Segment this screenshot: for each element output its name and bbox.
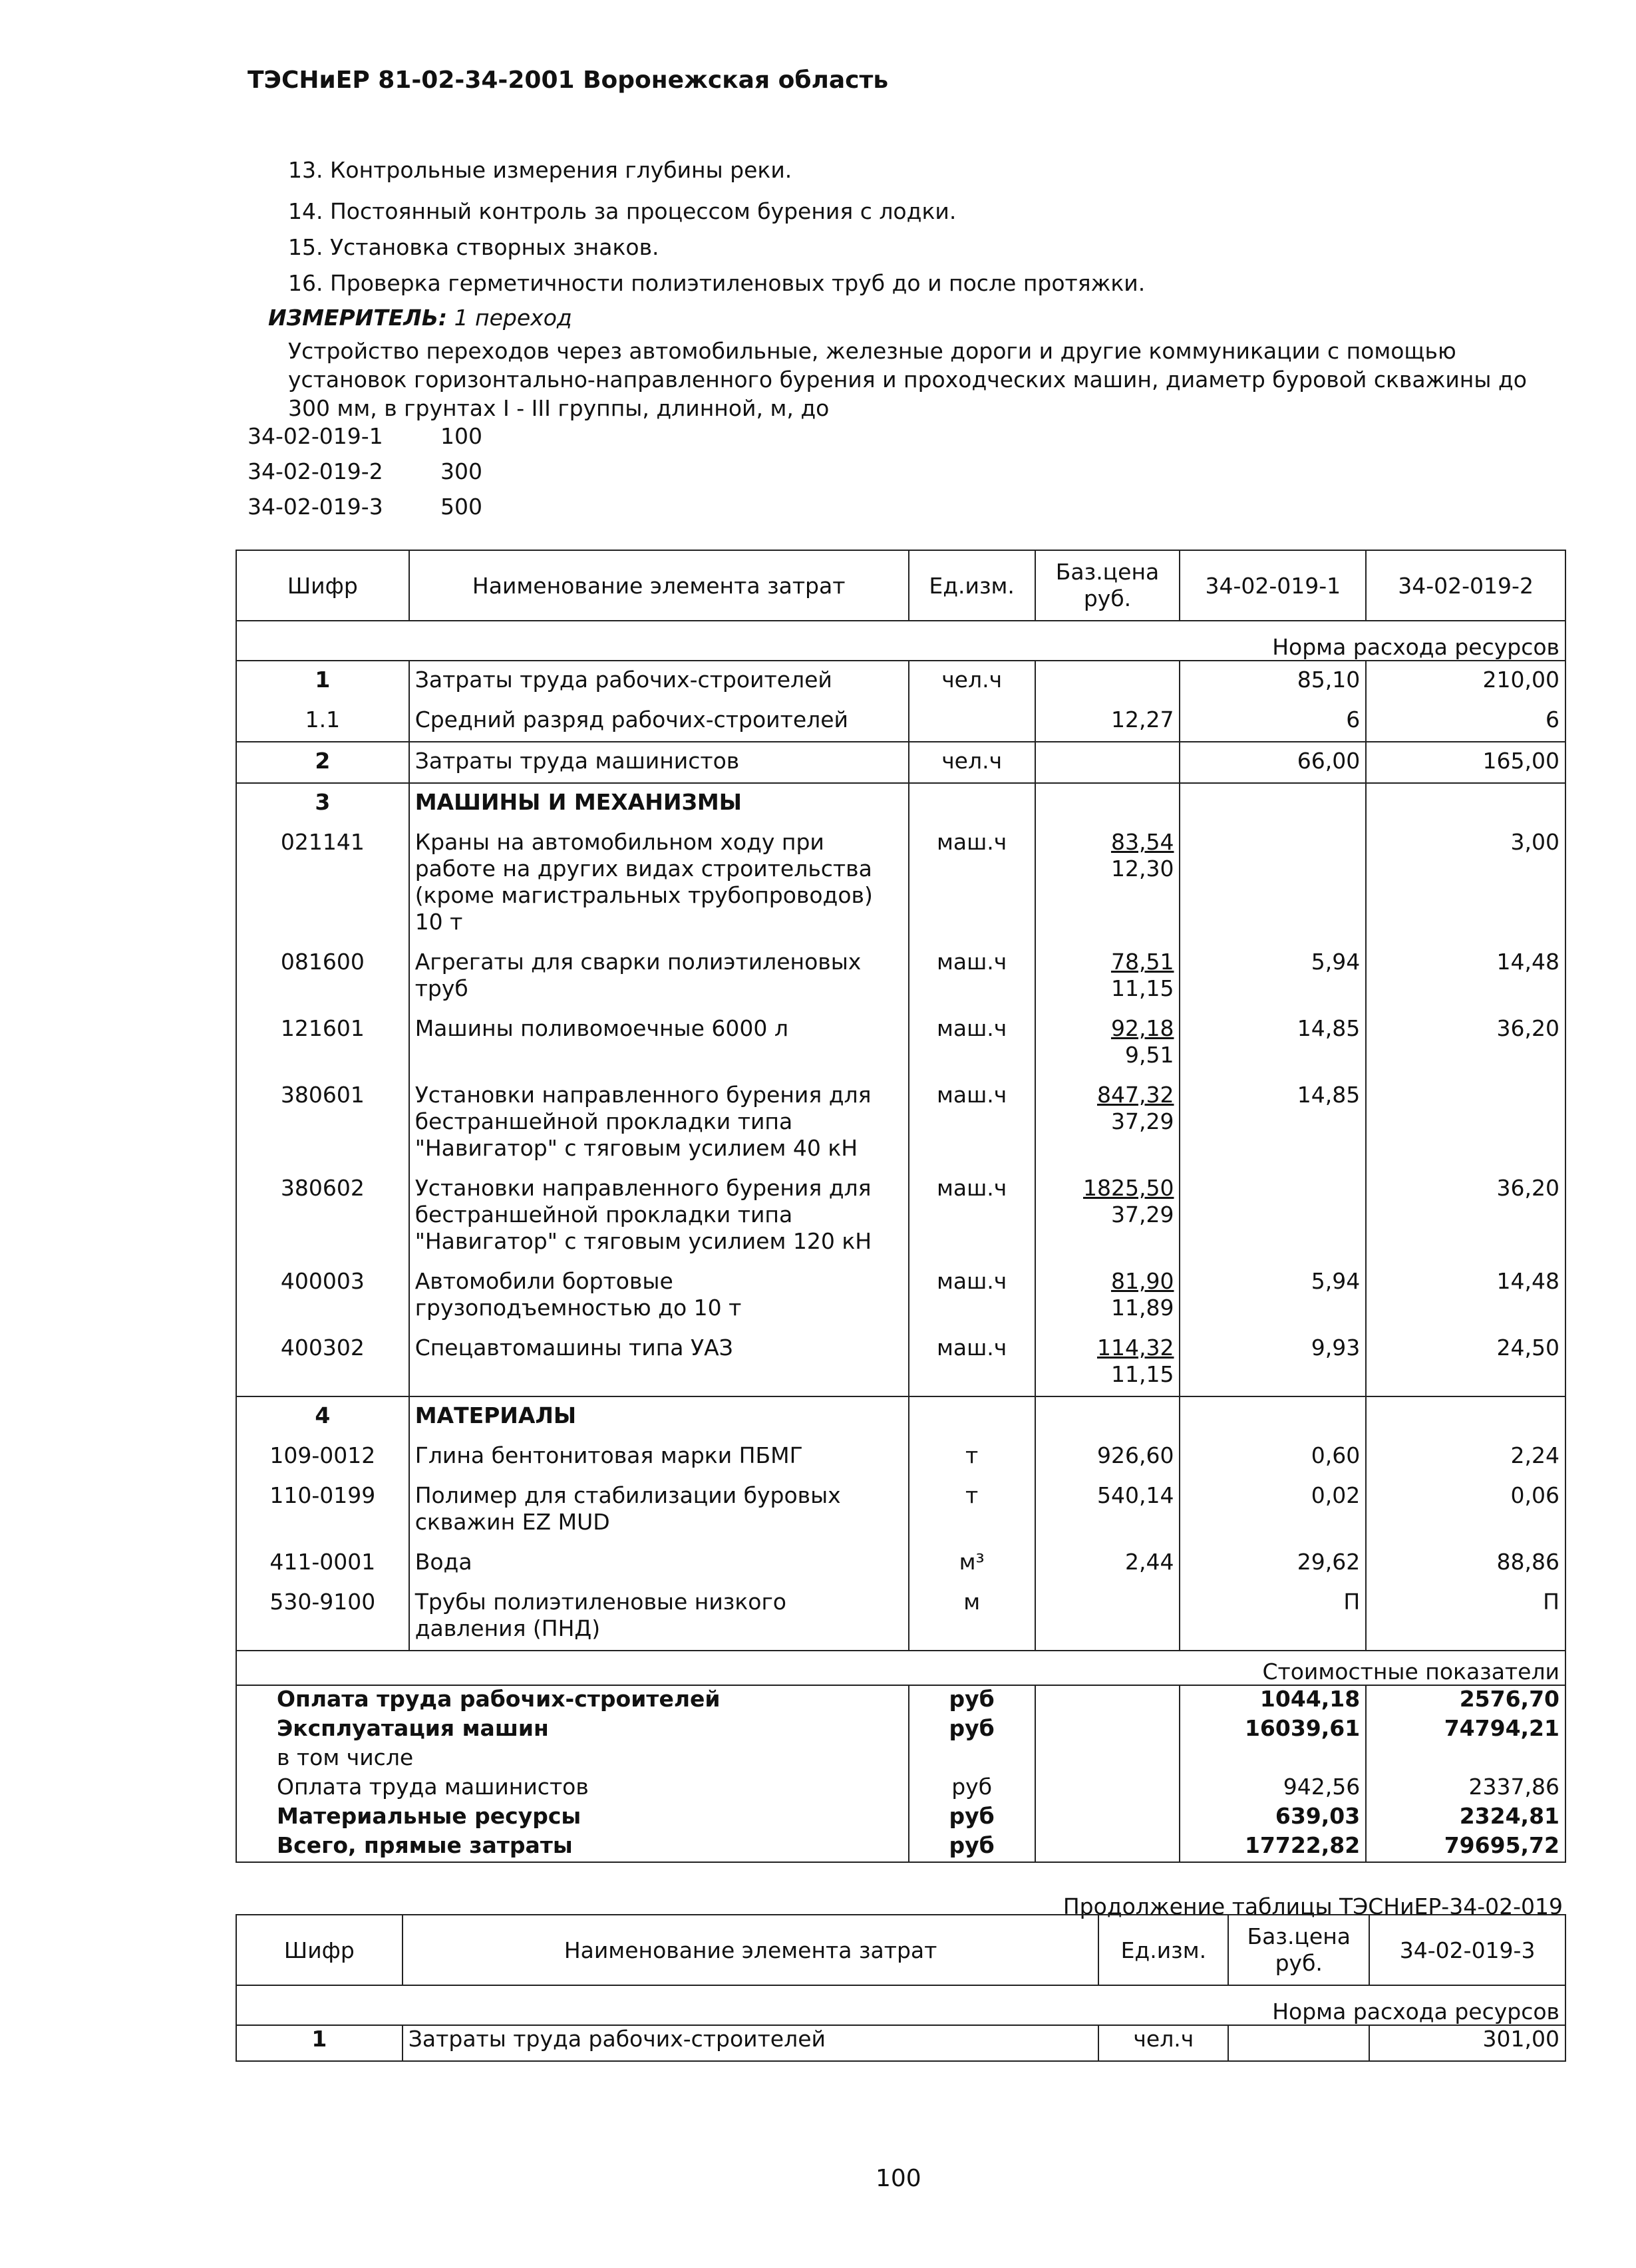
table-row (236, 1543, 1565, 1583)
row-unit: т (909, 1477, 1035, 1543)
row-name: Трубы полиэтиленовые низкого давления (ПНД) (409, 1583, 909, 1651)
row-name: Установки направленного бурения для бестраншейной прокладки типа "Навигатор" с тяговым усилием 40 кН (409, 1076, 909, 1170)
row-name: Вода (409, 1543, 909, 1583)
price-total: 114,32 (1096, 1335, 1174, 1361)
summary-v2: 2337,86 (1366, 1774, 1565, 1803)
price-wage: 37,29 (1110, 1202, 1174, 1227)
row-code: 109-0012 (236, 1437, 409, 1477)
row-v2: 165,00 (1366, 742, 1565, 783)
summary-v2: 2324,81 (1366, 1803, 1565, 1832)
row-code: 121601 (236, 1010, 409, 1076)
header-cell: 34-02-019-3 (1369, 1915, 1565, 1985)
row-v2: 2,24 (1366, 1437, 1565, 1477)
row-price (1035, 1329, 1180, 1396)
row-price (1228, 2025, 1369, 2061)
row-price (1035, 1170, 1180, 1263)
row-v2: 3,00 (1366, 824, 1565, 943)
row-v1: 5,94 (1180, 1263, 1366, 1329)
row-v2: 14,48 (1366, 1263, 1565, 1329)
measure-label: ИЗМЕРИТЕЛЬ: (268, 305, 448, 331)
norm-label: Норма расхода ресурсов (236, 621, 1565, 661)
description: Устройство переходов через автомобильные, железные дороги и другие коммуникации с помощью установок горизонтально-направленного бурения и проходческих машин, диаметр буровой скважины до 300 мм, в грунтах I - III группы, длинной, м, до (288, 338, 1527, 421)
price-wage: 11,15 (1110, 975, 1174, 1001)
table-row (236, 701, 1565, 742)
header-cell: Баз.цена руб. (1035, 550, 1180, 621)
header-cell: Шифр (236, 550, 409, 621)
row-name: Установки направленного бурения для бестраншейной прокладки типа "Навигатор" с тяговым усилием 120 кН (409, 1170, 909, 1263)
row-code: 411-0001 (236, 1543, 409, 1583)
row-price (1035, 661, 1180, 701)
summary-unit (909, 1744, 1035, 1774)
continuation-caption: Продолжение таблицы ТЭСНиЕР-34-02-019 (1063, 1893, 1563, 1919)
row-name: Автомобили бортовые грузоподъемностью до 10 т (409, 1263, 909, 1329)
header-cell: 34-02-019-2 (1366, 550, 1565, 621)
row-v2: 88,86 (1366, 1543, 1565, 1583)
row-v2 (1366, 1076, 1565, 1170)
summary-price (1035, 1832, 1180, 1862)
row-code: 081600 (236, 943, 409, 1010)
row-name: Агрегаты для сварки полиэтиленовых труб (409, 943, 909, 1010)
summary-name: Материальные ресурсы (236, 1803, 909, 1832)
row-v1: 0,60 (1180, 1437, 1366, 1477)
summary-price (1035, 1685, 1180, 1715)
row-price: 2,44 (1035, 1543, 1180, 1583)
summary-name: в том числе (236, 1744, 909, 1774)
row-v1: 14,85 (1180, 1076, 1366, 1170)
row-code: 380602 (236, 1170, 409, 1263)
summary-name: Оплата труда машинистов (236, 1774, 909, 1803)
row-v1 (1180, 824, 1366, 943)
row-unit: маш.ч (909, 1329, 1035, 1396)
row-unit: маш.ч (909, 943, 1035, 1010)
table-header (236, 1915, 1565, 1985)
row-v1: 66,00 (1180, 742, 1366, 783)
header-cell: Наименование элемента затрат (403, 1915, 1099, 1985)
continuation-table (236, 1914, 1566, 2062)
row-unit: чел.ч (909, 661, 1035, 701)
table-row (236, 1170, 1565, 1263)
row-unit: м³ (909, 1543, 1035, 1583)
row-price (1035, 783, 1180, 824)
price-total: 92,18 (1110, 1015, 1174, 1041)
row-v2: 14,48 (1366, 943, 1565, 1010)
row-unit: маш.ч (909, 1076, 1035, 1170)
summary-row (236, 1744, 1565, 1774)
list-item: 15. Установка створных знаков. (288, 234, 659, 260)
row-code: 2 (236, 742, 409, 783)
row-unit (909, 1396, 1035, 1437)
row-name: Средний разряд рабочих-строителей (409, 701, 909, 742)
price-total: 81,90 (1110, 1268, 1174, 1294)
code-row (247, 423, 482, 449)
row-unit (909, 783, 1035, 824)
summary-v1: 1044,18 (1180, 1685, 1366, 1715)
summary-v2: 2576,70 (1366, 1685, 1565, 1715)
row-v1: 29,62 (1180, 1543, 1366, 1583)
summary-unit: руб (909, 1685, 1035, 1715)
price-total: 78,51 (1110, 949, 1174, 975)
table-row (236, 1583, 1565, 1651)
cost-label: Стоимостные показатели (236, 1651, 1565, 1685)
row-price (1035, 742, 1180, 783)
header-cell: Шифр (236, 1915, 403, 1985)
price-wage: 11,15 (1110, 1361, 1174, 1387)
summary-unit: руб (909, 1832, 1035, 1862)
list-item: 13. Контрольные измерения глубины реки. (288, 157, 792, 183)
table-row (236, 1477, 1565, 1543)
row-price (1035, 824, 1180, 943)
code: 34-02-019-1 (247, 423, 383, 449)
row-v1: 0,02 (1180, 1477, 1366, 1543)
header-cell: Ед.изм. (1098, 1915, 1228, 1985)
row-v1 (1180, 783, 1366, 824)
row-price: 926,60 (1035, 1437, 1180, 1477)
row-v2: 36,20 (1366, 1170, 1565, 1263)
row-price (1035, 1396, 1180, 1437)
summary-price (1035, 1774, 1180, 1803)
summary-row (236, 1685, 1565, 1715)
price-total: 1825,50 (1082, 1175, 1174, 1201)
price-total: 83,54 (1110, 829, 1174, 855)
row-code: 1.1 (236, 701, 409, 742)
row-v2: 6 (1366, 701, 1565, 742)
summary-price (1035, 1803, 1180, 1832)
summary-v1: 16039,61 (1180, 1715, 1366, 1744)
row-code: 1 (236, 661, 409, 701)
row-price (1035, 1263, 1180, 1329)
row-code: 400302 (236, 1329, 409, 1396)
row-price: 12,27 (1035, 701, 1180, 742)
row-v1: 85,10 (1180, 661, 1366, 701)
row-v2: 210,00 (1366, 661, 1565, 701)
row-unit: м (909, 1583, 1035, 1651)
summary-v2: 79695,72 (1366, 1832, 1565, 1862)
row-v2 (1366, 783, 1565, 824)
summary-row (236, 1832, 1565, 1862)
price-total: 847,32 (1096, 1082, 1174, 1108)
table-row (236, 661, 1565, 701)
row-name: Спецавтомашины типа УАЗ (409, 1329, 909, 1396)
row-unit: маш.ч (909, 1263, 1035, 1329)
row-name: Затраты труда рабочих-строителей (403, 2025, 1099, 2061)
row-v1: П (1180, 1583, 1366, 1651)
summary-v1: 942,56 (1180, 1774, 1366, 1803)
row-code: 021141 (236, 824, 409, 943)
row-price (1035, 1076, 1180, 1170)
row-v1: 5,94 (1180, 943, 1366, 1010)
row-code: 1 (236, 2025, 403, 2061)
table-row (236, 1263, 1565, 1329)
row-code: 110-0199 (236, 1477, 409, 1543)
code-row (247, 494, 482, 520)
table-row (236, 2025, 1565, 2061)
code: 34-02-019-2 (247, 458, 383, 484)
code-row (247, 458, 482, 484)
resource-table (236, 550, 1566, 1863)
norm-label: Норма расхода ресурсов (236, 1985, 1565, 2025)
table-row (236, 742, 1565, 783)
row-price (1035, 943, 1180, 1010)
row-name: МАТЕРИАЛЫ (409, 1396, 909, 1437)
row-code: 380601 (236, 1076, 409, 1170)
measure-line (268, 305, 572, 331)
price-wage: 11,89 (1110, 1295, 1174, 1321)
section-row (236, 783, 1565, 824)
summary-v2 (1366, 1744, 1565, 1774)
row-name: Затраты труда машинистов (409, 742, 909, 783)
code-value: 500 (440, 494, 482, 520)
summary-v2: 74794,21 (1366, 1715, 1565, 1744)
summary-name: Всего, прямые затраты (236, 1832, 909, 1862)
row-v1: 14,85 (1180, 1010, 1366, 1076)
row-code: 530-9100 (236, 1583, 409, 1651)
table-row (236, 1329, 1565, 1396)
norm-row (236, 621, 1565, 661)
summary-row (236, 1803, 1565, 1832)
price-wage: 12,30 (1110, 856, 1174, 882)
summary-price (1035, 1715, 1180, 1744)
row-unit: чел.ч (1098, 2025, 1228, 2061)
summary-v1 (1180, 1744, 1366, 1774)
list-item: 16. Проверка герметичности полиэтиленовых труб до и после протяжки. (288, 270, 1146, 296)
section-row (236, 1396, 1565, 1437)
row-code: 400003 (236, 1263, 409, 1329)
summary-unit: руб (909, 1715, 1035, 1744)
row-name: Машины поливомоечные 6000 л (409, 1010, 909, 1076)
header-cell: Ед.изм. (909, 550, 1035, 621)
table-row (236, 824, 1565, 943)
code-value: 300 (440, 458, 482, 484)
row-price: 540,14 (1035, 1477, 1180, 1543)
code-value: 100 (440, 423, 482, 449)
summary-v1: 17722,82 (1180, 1832, 1366, 1862)
row-price (1035, 1010, 1180, 1076)
row-unit: т (909, 1437, 1035, 1477)
row-unit (909, 701, 1035, 742)
summary-unit: руб (909, 1803, 1035, 1832)
row-code: 3 (236, 783, 409, 824)
code: 34-02-019-3 (247, 494, 383, 520)
summary-v1: 639,03 (1180, 1803, 1366, 1832)
measure-value: 1 переход (454, 305, 572, 331)
row-v1 (1180, 1170, 1366, 1263)
table-header (236, 550, 1565, 621)
list-item: 14. Постоянный контроль за процессом бурения с лодки. (288, 198, 957, 224)
page-title: ТЭСНиЕР 81-02-34-2001 Воронежская область (247, 67, 889, 94)
row-unit: маш.ч (909, 1170, 1035, 1263)
row-v1: 6 (1180, 701, 1366, 742)
price-wage: 9,51 (1124, 1042, 1174, 1068)
summary-price (1035, 1744, 1180, 1774)
page-number: 100 (876, 2165, 921, 2192)
norm-row (236, 1985, 1565, 2025)
row-v2 (1366, 1396, 1565, 1437)
header-cell: Наименование элемента затрат (409, 550, 909, 621)
cost-row (236, 1651, 1565, 1685)
summary-unit: руб (909, 1774, 1035, 1803)
row-name: Глина бентонитовая марки ПБМГ (409, 1437, 909, 1477)
table-row (236, 1010, 1565, 1076)
row-name: Полимер для стабилизации буровых скважин EZ MUD (409, 1477, 909, 1543)
row-name: МАШИНЫ И МЕХАНИЗМЫ (409, 783, 909, 824)
row-v2: 36,20 (1366, 1010, 1565, 1076)
table-row (236, 1076, 1565, 1170)
row-unit: маш.ч (909, 824, 1035, 943)
table-row (236, 1437, 1565, 1477)
price-wage: 37,29 (1110, 1108, 1174, 1134)
summary-name: Оплата труда рабочих-строителей (236, 1685, 909, 1715)
row-name: Затраты труда рабочих-строителей (409, 661, 909, 701)
row-price (1035, 1583, 1180, 1651)
row-unit: маш.ч (909, 1010, 1035, 1076)
summary-row (236, 1774, 1565, 1803)
row-name: Краны на автомобильном ходу при работе на других видах строительства (кроме магистральных трубопроводов) 10 т (409, 824, 909, 943)
row-v2: П (1366, 1583, 1565, 1651)
header-cell: 34-02-019-1 (1180, 550, 1366, 621)
row-v1: 9,93 (1180, 1329, 1366, 1396)
row-v1 (1180, 1396, 1366, 1437)
row-unit: чел.ч (909, 742, 1035, 783)
row-code: 4 (236, 1396, 409, 1437)
table-row (236, 943, 1565, 1010)
row-value: 301,00 (1369, 2025, 1565, 2061)
summary-row (236, 1715, 1565, 1744)
header-cell: Баз.цена руб. (1228, 1915, 1369, 1985)
row-v2: 0,06 (1366, 1477, 1565, 1543)
summary-name: Эксплуатация машин (236, 1715, 909, 1744)
row-v2: 24,50 (1366, 1329, 1565, 1396)
